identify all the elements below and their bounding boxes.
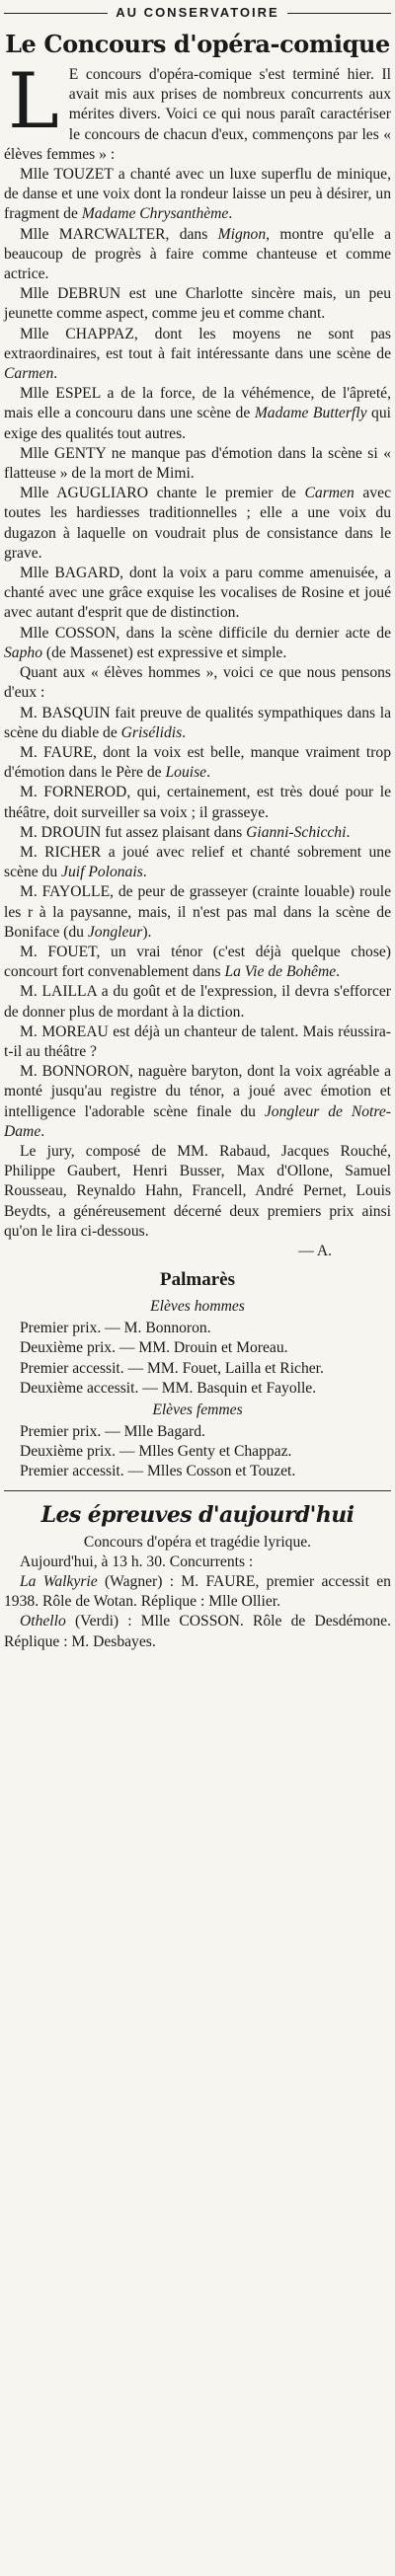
paragraph-text-end: . bbox=[40, 1122, 45, 1140]
article-headline: Le Concours d'opéra-comique bbox=[5, 30, 390, 58]
review-paragraph bbox=[4, 663, 391, 703]
prize-line: Premier accessit. — MM. Fouet, Lailla et Richer. bbox=[20, 1359, 324, 1377]
work-title: Carmen bbox=[4, 365, 54, 383]
review-paragraph bbox=[4, 165, 391, 225]
paragraph-text: M. FOUET, un vrai ténor (c'est déjà quelque chose) concourt fort convenablement dans bbox=[4, 943, 391, 981]
work-title: Jongleur de Notre-Dame bbox=[4, 1102, 391, 1140]
paragraph-text: M. RICHER a joué avec relief et chanté sobrement une scène du bbox=[4, 843, 391, 881]
lead-paragraph bbox=[4, 57, 391, 165]
review-paragraph bbox=[4, 783, 391, 822]
paragraph-text-end: . bbox=[182, 723, 187, 741]
work-title: Jongleur bbox=[87, 923, 143, 941]
review-paragraph bbox=[4, 444, 391, 484]
paragraph-text: M. FAYOLLE, de peur de grasseyer (crainte louable) roule les r à la paysanne, mais, il n'est pas mal dans la scène de Boniface (du bbox=[4, 883, 391, 941]
review-paragraph bbox=[4, 943, 391, 982]
epreuves-time: Aujourd'hui, à 13 h. 30. Concurrents : bbox=[20, 1553, 254, 1570]
paragraph-text: M. FAURE, dont la voix est belle, manque vraiment trop d'émotion dans le Père de bbox=[4, 743, 391, 782]
prize-line: Deuxième prix. — Mlles Genty et Chappaz. bbox=[20, 1443, 292, 1461]
paragraph-text-end: , montre qu'elle a beaucoup de progrès à faire comme chanteuse et comme actrice. bbox=[4, 225, 391, 283]
review-paragraph bbox=[4, 624, 391, 663]
review-paragraph bbox=[4, 882, 391, 943]
men-prize-list bbox=[4, 1319, 391, 1399]
review-paragraph bbox=[4, 843, 391, 882]
paragraph-text: M. BONNORON, naguère baryton, dont la voix agréable a monté jusqu'au registre du ténor, a joué avec émotion et intelligence l'adorable scène finale du bbox=[4, 1063, 391, 1120]
review-paragraph bbox=[4, 1142, 391, 1242]
newspaper-column bbox=[4, 0, 391, 1652]
paragraph-text: M. DROUIN fut assez plaisant dans bbox=[20, 823, 247, 841]
paragraph-text: Mlle TOUZET a chanté avec un luxe superflu de minique, de danse et une voix dont la rondeur laisse un peu à désirer, un fragment de bbox=[4, 166, 391, 223]
work-title: Madame Chrysanthème bbox=[81, 205, 229, 223]
entry-details: (Verdi) : Mlle COSSON. Rôle de Desdémone. Réplique : M. Desbayes. bbox=[4, 1613, 391, 1650]
epreuves-subtitle: Concours d'opéra et tragédie lyrique. bbox=[83, 1533, 312, 1551]
review-paragraph bbox=[4, 1062, 391, 1142]
review-paragraph bbox=[4, 284, 391, 324]
prize-line: Deuxième accessit. — MM. Basquin et Fayolle. bbox=[20, 1379, 317, 1397]
work-title: La Vie de Bohême bbox=[224, 963, 337, 981]
paragraph-text: Mlle GENTY ne manque pas d'émotion dans la scène si « flatteuse » de la mort de Mimi. bbox=[4, 444, 391, 483]
paragraph-text-end: . bbox=[228, 205, 233, 223]
review-paragraph bbox=[4, 823, 391, 843]
article-body bbox=[4, 57, 391, 1261]
prize-line: Deuxième prix. — MM. Drouin et Moreau. bbox=[20, 1339, 288, 1357]
paragraph-text-end: . bbox=[53, 365, 58, 383]
review-paragraphs bbox=[4, 165, 391, 1242]
men-heading: Elèves hommes bbox=[150, 1298, 245, 1316]
paragraph-text: Mlle MARCWALTER, dans bbox=[20, 225, 218, 243]
paragraph-text-end: . bbox=[142, 864, 147, 881]
work-title: Louise bbox=[165, 764, 207, 782]
drop-cap: L bbox=[8, 57, 59, 146]
epreuve-entry bbox=[4, 1572, 391, 1612]
prize-line: Premier prix. — Mlle Bagard. bbox=[20, 1423, 205, 1440]
paragraph-text: Mlle CHAPPAZ, dont les moyens ne sont pas extraordinaires, est tout à fait intéressante dans une scène de bbox=[4, 325, 391, 362]
paragraph-text: M. BASQUIN fait preuve de qualités sympathiques dans la scène du diable de bbox=[4, 704, 391, 741]
paragraph-text: Quant aux « élèves hommes », voici ce que nous pensons d'eux : bbox=[4, 664, 391, 702]
work-title: Carmen bbox=[304, 485, 355, 502]
palmares-title: Palmarès bbox=[160, 1269, 235, 1291]
section-rubric bbox=[4, 4, 391, 22]
paragraph-text: Mlle COSSON, dans la scène difficile du dernier acte de bbox=[20, 624, 391, 642]
work-title: Grisélidis bbox=[120, 723, 183, 741]
entry-details: (Wagner) : M. FAURE, premier accessit en 1938. Rôle de Wotan. Réplique : Mlle Ollier. bbox=[4, 1573, 391, 1611]
divider-rule bbox=[4, 1490, 391, 1491]
women-prize-list bbox=[4, 1422, 391, 1482]
paragraph-text-end: avec toutes les hardiesses traditionnelles ; elle a une voix du dugazon à laquelle on voudrait plus de consistance dans le grave. bbox=[4, 485, 391, 562]
review-paragraph bbox=[4, 704, 391, 743]
work-title: Madame Butterfly bbox=[254, 405, 367, 422]
epreuves-entries bbox=[4, 1572, 391, 1652]
opera-title: La Walkyrie bbox=[20, 1573, 98, 1591]
review-paragraph bbox=[4, 564, 391, 624]
paragraph-text: Mlle AGUGLIARO chante le premier de bbox=[20, 485, 305, 502]
paragraph-text-end: . bbox=[336, 963, 341, 981]
review-paragraph bbox=[4, 384, 391, 444]
paragraph-text-end: . bbox=[346, 823, 351, 841]
review-paragraph bbox=[4, 484, 391, 564]
lead-text: E concours d'opéra-comique s'est terminé hier. Il avait mis aux prises de nombreux concurrents aux mérites divers. Voici ce qui nous paraît caractériser le concours de chacun d'eux, commençons par les « élèves femmes » : bbox=[4, 66, 391, 163]
epreuve-entry bbox=[4, 1612, 391, 1651]
prize-line: Premier prix. — M. Bonnoron. bbox=[20, 1320, 211, 1337]
paragraph-text: Mlle DEBRUN est une Charlotte sincère mais, un peu jeunette comme aspect, comme jeu et comme chant. bbox=[4, 285, 391, 323]
work-title: Mignon bbox=[217, 225, 267, 243]
prize-line: Premier accessit. — Mlles Cosson et Touzet. bbox=[20, 1463, 296, 1480]
work-title: Juif Polonais bbox=[61, 864, 143, 881]
review-paragraph bbox=[4, 982, 391, 1022]
work-title: Sapho bbox=[4, 644, 42, 661]
review-paragraph bbox=[4, 325, 391, 385]
epreuves-headline: Les épreuves d'aujourd'hui bbox=[40, 1501, 355, 1528]
paragraph-text: M. MOREAU est déjà un chanteur de talent. Mais réussira-t-il au théâtre ? bbox=[4, 1023, 391, 1060]
paragraph-text-end: qui exige des qualités tout autres. bbox=[4, 405, 391, 442]
paragraph-text-end: . bbox=[206, 764, 210, 782]
paragraph-text: M. LAILLA a du goût et de l'expression, il devra s'efforcer de donner plus de mordant à la diction. bbox=[4, 983, 391, 1021]
opera-title: Othello bbox=[20, 1613, 66, 1630]
paragraph-text-end: (de Massenet) est expressive et simple. bbox=[41, 644, 287, 661]
rubric-label: AU CONSERVATOIRE bbox=[108, 4, 286, 22]
review-paragraph bbox=[4, 225, 391, 285]
author-signature: — A. bbox=[298, 1242, 332, 1259]
review-paragraph bbox=[4, 1023, 391, 1062]
women-heading: Elèves femmes bbox=[152, 1402, 243, 1418]
paragraph-text: M. FORNEROD, qui, certainement, est très doué pour le théâtre, doit surveiller sa voix ; il grasseye. bbox=[4, 784, 391, 821]
paragraph-text-end: ). bbox=[142, 923, 152, 941]
work-title: Gianni-Schicchi bbox=[246, 823, 347, 841]
paragraph-text: Le jury, composé de MM. Rabaud, Jacques Rouché, Philippe Gaubert, Henri Busser, Max d'Ollone, Samuel Rousseau, Reynaldo Hahn, Francell, André Pernet, Louis Beydts, a généreusement décerné deux premiers prix ainsi qu'on le lira ci-dessous. bbox=[4, 1142, 391, 1240]
paragraph-text: Mlle ESPEL a de la force, de la véhémence, de l'âpreté, mais elle a concouru dans une scène de bbox=[4, 385, 391, 422]
paragraph-text: Mlle BAGARD, dont la voix a paru comme amenuisée, a chanté avec une grâce exquise les vocalises de Rosine et joué avec autant d'esprit que de distinction. bbox=[4, 565, 391, 622]
review-paragraph bbox=[4, 743, 391, 783]
